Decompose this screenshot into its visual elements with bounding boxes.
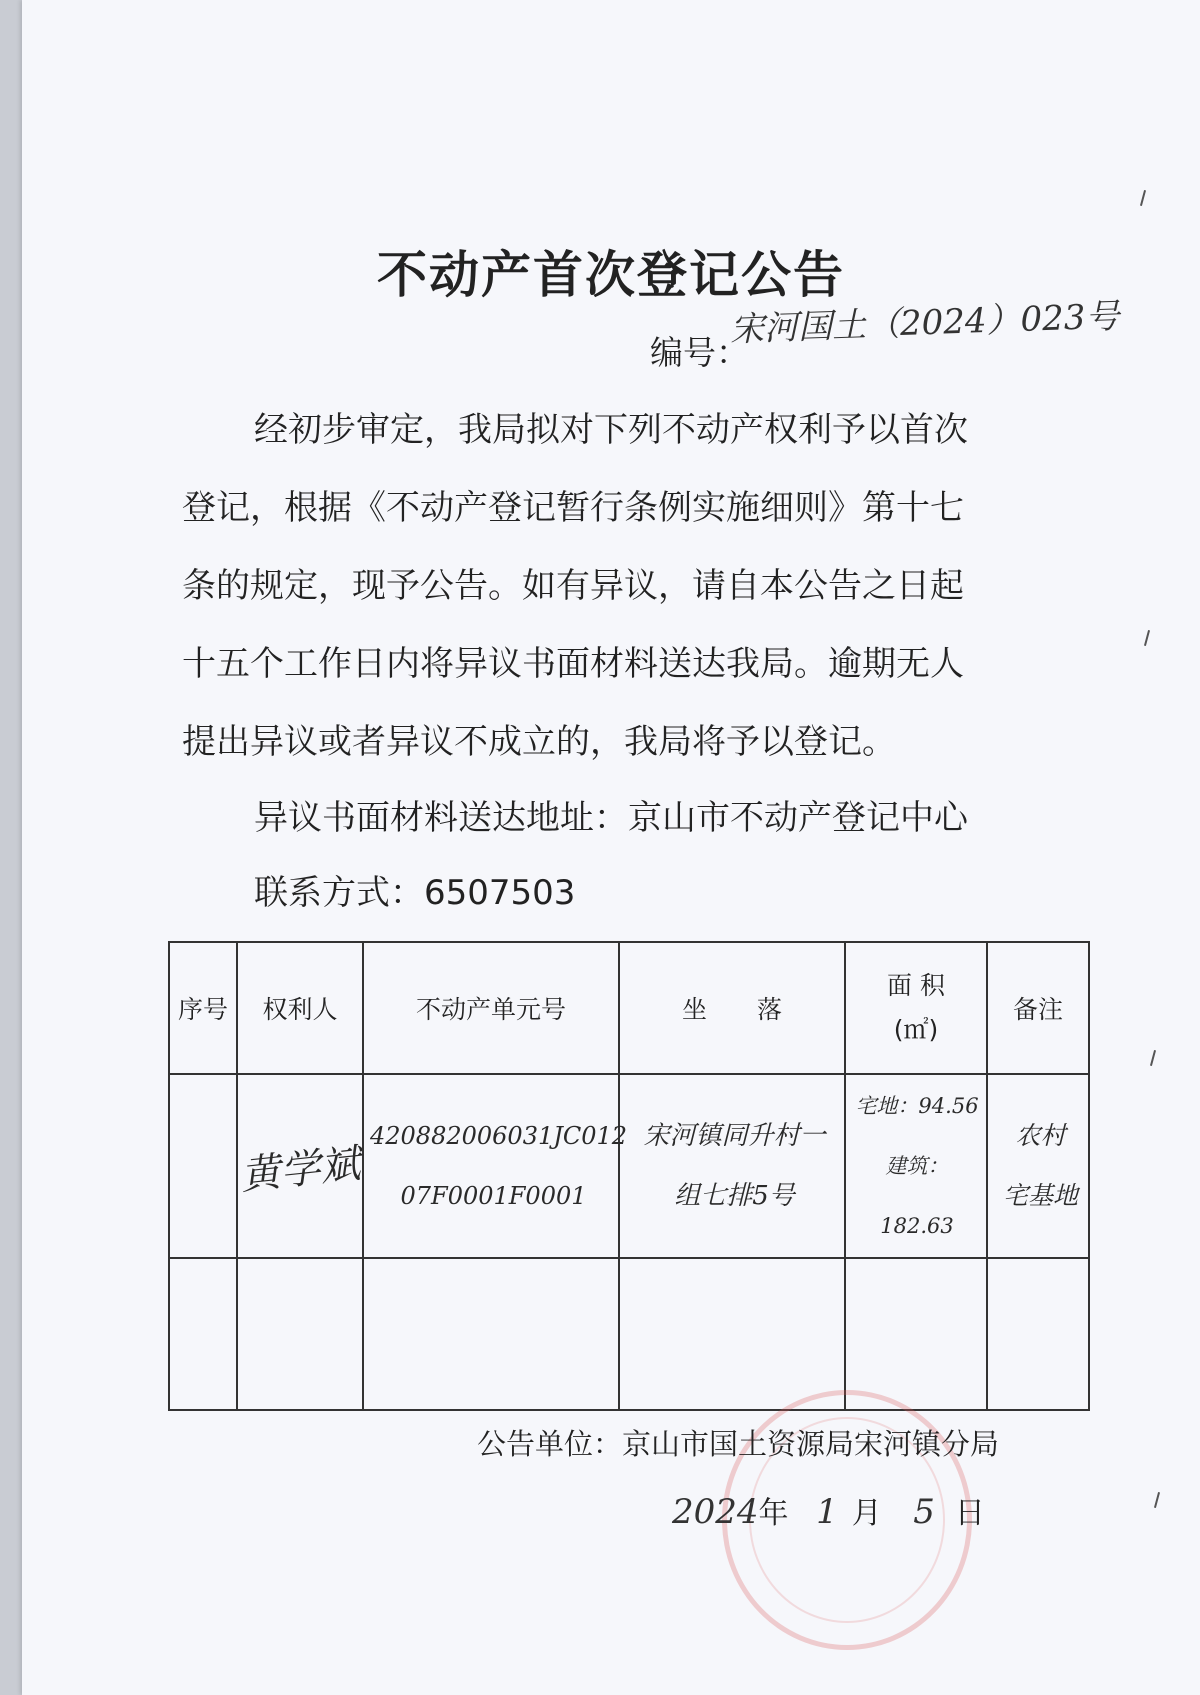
header-holder: 权利人 [237,942,363,1074]
cell-unit-no [363,1074,628,1258]
unit-no-line-2: 07F0001F0001 [400,1182,587,1210]
header-unit-no: 不动产单元号 [363,942,619,1074]
table-row-empty [169,1258,1089,1410]
margin-mark [1154,1492,1160,1508]
body-line-5: 提出异议或者异议不成立的，我局将予以登记。 [182,722,896,762]
remark-line-1: 农村 [1015,1121,1066,1150]
doc-number-value: 宋河国土（2024）023号 [729,296,1121,350]
issue-date [672,1488,985,1532]
body-line-2: 登记，根据《不动产登记暂行条例实施细则》第十七 [182,488,964,528]
empty-cell [237,1258,363,1410]
doc-number-label: 编号： [650,333,749,372]
empty-cell [845,1258,987,1410]
margin-mark [1150,1050,1156,1066]
empty-cell [169,1258,237,1410]
document-page [22,0,1200,1695]
area-building: 建筑：182.63 [880,1154,954,1238]
header-location: 坐 落 [619,942,845,1074]
header-area-label: 面 积 [887,971,945,1000]
header-index: 序号 [169,942,237,1074]
header-area [845,942,987,1074]
issuing-unit: 公告单位：京山市国土资源局宋河镇分局 [477,1427,1000,1461]
area-land: 宅地：94.56 [855,1094,979,1118]
cell-index [169,1074,237,1258]
date-year: 2024 [672,1492,759,1532]
margin-mark [1144,630,1150,646]
body-line-3: 条的规定，现予公告。如有异议，请自本公告之日起 [182,566,964,606]
cell-area [845,1074,987,1258]
date-month-char: 月 [851,1496,882,1531]
header-remark: 备注 [987,942,1089,1074]
remark-line-2: 宅基地 [1002,1181,1078,1210]
table-row [169,1074,1089,1258]
empty-cell [619,1258,845,1410]
holder-name: 黄学斌 [238,1140,363,1199]
date-day: 5 [913,1492,935,1532]
table-header-row [169,942,1089,1074]
contact-info: 联系方式：6507503 [254,873,576,913]
location-line-1: 宋河镇同升村一 [643,1121,826,1151]
empty-cell [363,1258,619,1410]
margin-mark [1140,190,1146,206]
registration-table [168,941,1090,1411]
body-line-1: 经初步审定，我局拟对下列不动产权利予以首次 [254,410,968,450]
empty-cell [987,1258,1089,1410]
body-line-4: 十五个工作日内将异议书面材料送达我局。逾期无人 [182,644,964,684]
cell-remark [987,1074,1089,1258]
cell-location [619,1074,845,1258]
date-year-char: 年 [758,1496,789,1531]
header-area-unit: (㎡) [893,1015,939,1044]
date-day-char: 日 [954,1496,985,1531]
cell-holder [237,1074,363,1258]
location-line-2: 组七排5号 [674,1181,795,1211]
unit-no-line-1: 420882006031JC012 [370,1122,628,1150]
objection-address: 异议书面材料送达地址：京山市不动产登记中心 [254,798,968,838]
date-month: 1 [816,1492,838,1532]
page-title: 不动产首次登记公告 [377,246,845,304]
